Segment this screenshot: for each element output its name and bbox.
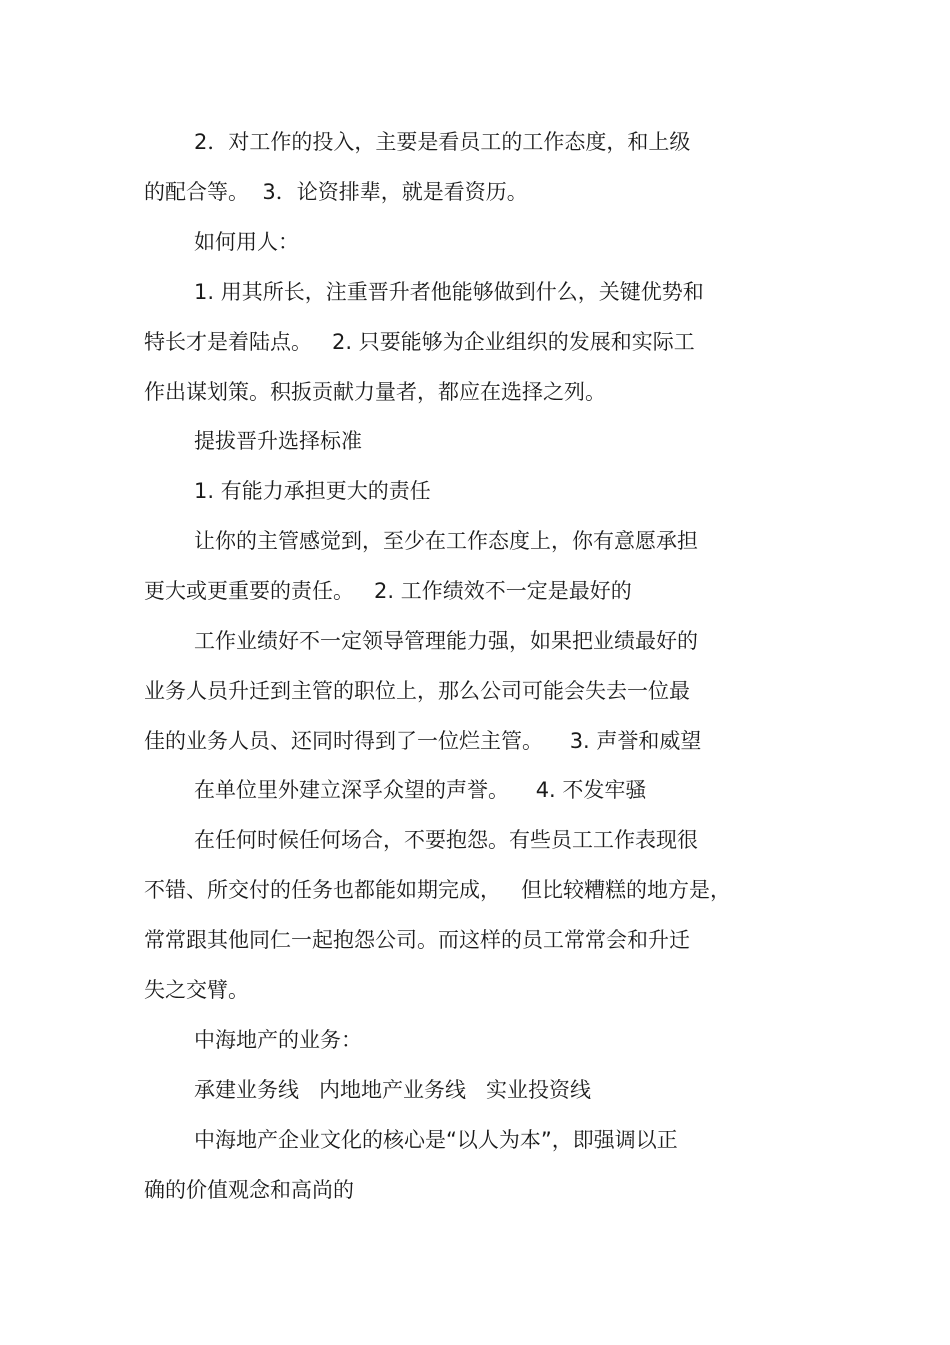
text-line: 更大或更重要的责任。 2. 工作绩效不一定是最好的 [144, 579, 632, 603]
text-line: 如何用人： [194, 230, 299, 254]
text-line: 中海地产的业务： [194, 1028, 362, 1052]
text-line: 让你的主管感觉到，至少在工作态度上，你有意愿承担 [194, 529, 698, 553]
text-line: 提拔晋升选择标准 [194, 429, 362, 453]
text-line: 承建业务线 内地地产业务线 实业投资线 [194, 1078, 592, 1102]
text-line: 失之交臂。 [144, 978, 249, 1002]
text-line: 1. 用其所长，注重晋升者他能够做到什么，关键优势和 [194, 280, 704, 304]
text-line: 在任何时候任何场合，不要抱怨。有些员工工作表现很 [194, 828, 698, 852]
text-line: 中海地产企业文化的核心是“以人为本”，即强调以正 [194, 1128, 678, 1152]
text-line: 的配合等。 3．论资排辈，就是看资历。 [144, 180, 528, 204]
text-line: 1. 有能力承担更大的责任 [194, 479, 431, 503]
text-line: 特长才是着陆点。 2. 只要能够为企业组织的发展和实际工 [144, 330, 695, 354]
text-line: 作出谋划策。积扳贡献力量者，都应在选择之列。 [144, 380, 606, 404]
text-line: 2．对工作的投入，主要是看员工的工作态度，和上级 [194, 130, 691, 154]
text-line: 在单位里外建立深孚众望的声誉。 4. 不发牢骚 [194, 778, 647, 802]
text-line: 不错、所交付的任务也都能如期完成， 但比较糟糕的地方是， [144, 878, 732, 902]
text-line: 佳的业务人员、还同时得到了一位烂主管。 3. 声誉和威望 [144, 729, 702, 753]
text-line: 业务人员升迁到主管的职位上，那么公司可能会失去一位最 [144, 679, 690, 703]
text-line: 确的价值观念和高尚的 [144, 1178, 354, 1202]
text-line: 常常跟其他同仁一起抱怨公司。而这样的员工常常会和升迁 [144, 928, 690, 952]
text-line: 工作业绩好不一定领导管理能力强，如果把业绩最好的 [194, 629, 698, 653]
